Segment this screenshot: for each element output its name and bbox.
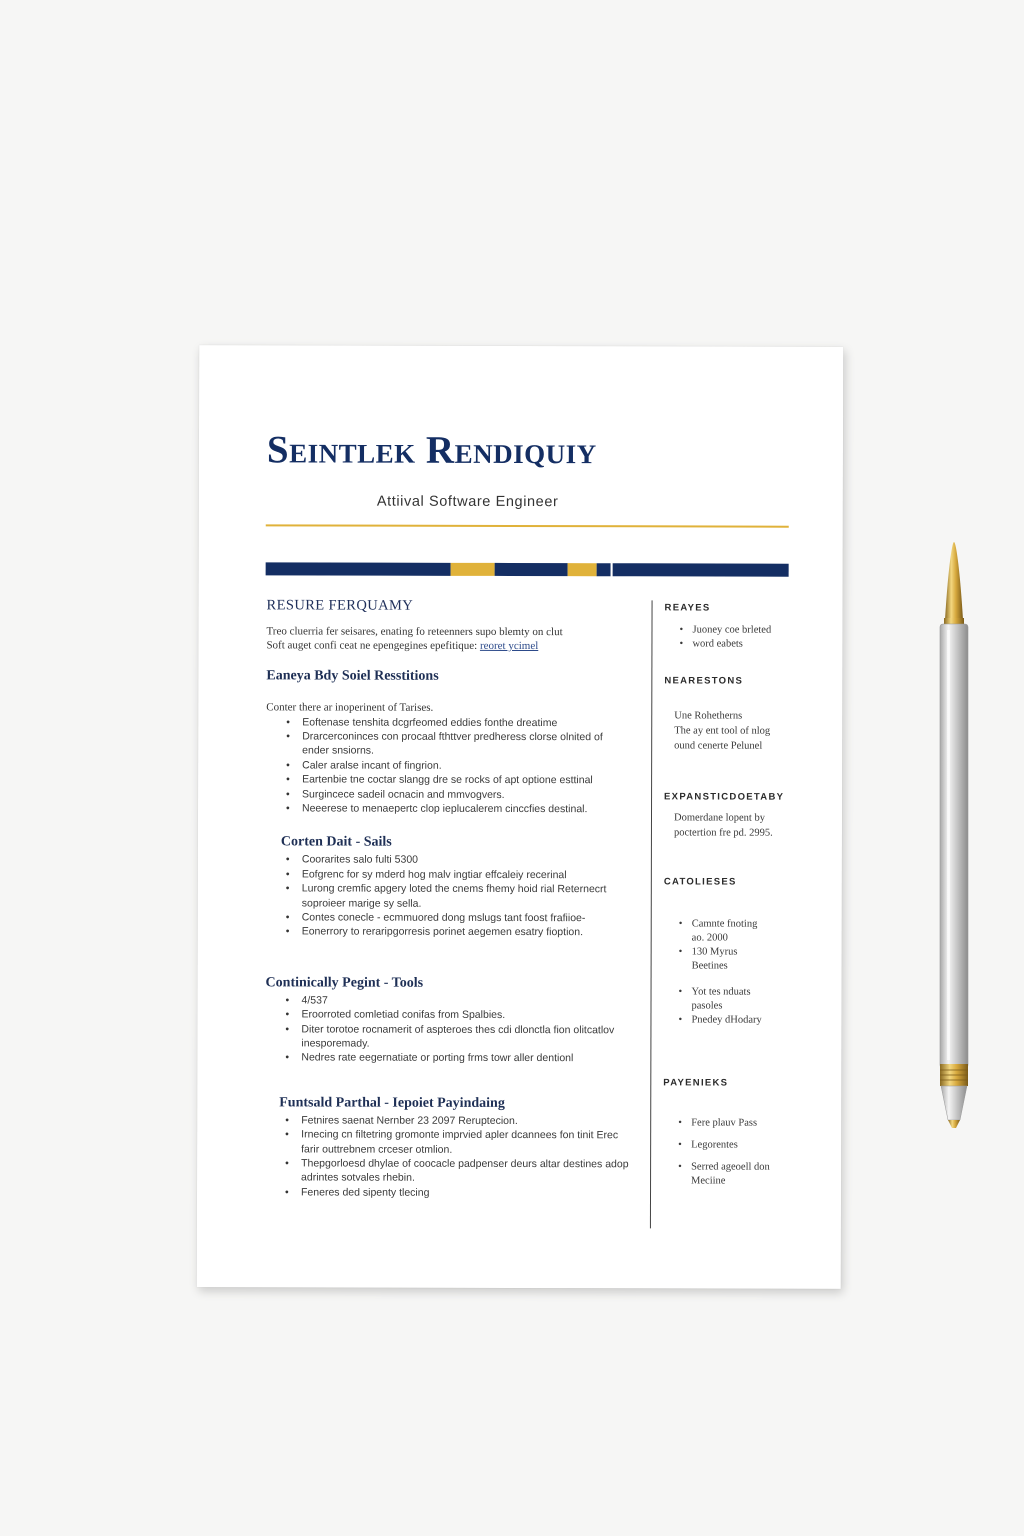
summary-line-text: Soft auget confi ceat ne epengegines epefitique: bbox=[266, 639, 478, 652]
list-item: • Fetnires saenat Nernber 23 2097 Reruptecion. bbox=[265, 1113, 630, 1128]
band-segment-navy bbox=[495, 563, 568, 576]
experience-bullets bbox=[265, 1113, 630, 1200]
list-item: • Yot tes nduats pasoles bbox=[663, 985, 771, 1013]
summary-text bbox=[266, 624, 631, 653]
main-column bbox=[265, 597, 632, 1200]
summary-line bbox=[266, 638, 631, 653]
sidebar-section-title: EXPANSTICDOETABY bbox=[664, 791, 785, 803]
sidebar-section-title: CATOLIESES bbox=[663, 876, 737, 888]
color-band bbox=[266, 562, 789, 576]
band-segment-navy bbox=[613, 563, 789, 576]
experience-intro: Conter there ar inoperinent of Tarises. bbox=[266, 701, 434, 714]
resume-subtitle: Attiival Software Engineer bbox=[376, 493, 559, 511]
band-segment-gold bbox=[568, 563, 597, 576]
list-item: • Pnedey dHodary bbox=[663, 1013, 823, 1027]
list-item: • Diter torotoe rocnamerit of aspteroes thes cdi dlonctla fion olitcatlov inesporemady. bbox=[265, 1022, 630, 1052]
list-item: • Feneres ded sipenty tlecing bbox=[265, 1185, 630, 1200]
resume-paper bbox=[197, 345, 843, 1289]
sidebar-section-title: PAYENIEKS bbox=[663, 1077, 729, 1089]
experience-bullets bbox=[265, 993, 630, 1066]
summary-link[interactable]: reoret ycimel bbox=[479, 639, 539, 653]
list-item: • Contes conecle - ecmmuored dong mslugs tant foost frafiioe- bbox=[266, 910, 631, 925]
list-item: • Eoftenase tenshita dcgrfeomed eddies fonthe dreatime bbox=[266, 715, 631, 730]
list-item: • Drarcerconinces con procaal fthttver predheress clorse olnited of ender snsiorns. bbox=[266, 729, 631, 759]
list-item: • Lurong cremfic apgery loted the cnems fhemy hoid rial Reternecrt soproieer marige sy sella. bbox=[266, 881, 631, 911]
sidebar-line: Une Rohetherns bbox=[674, 710, 743, 722]
pen-icon bbox=[934, 540, 974, 1130]
list-item: • Juoney coe brleted bbox=[664, 623, 824, 637]
list-item: • Eonerrory to reraripgorresis porinet aegemen esatry fioption. bbox=[266, 925, 631, 940]
list-item: • word eabets bbox=[664, 637, 824, 651]
list-item: • Legorentes bbox=[663, 1138, 823, 1152]
band-segment-navy bbox=[266, 562, 451, 575]
column-divider bbox=[650, 600, 653, 1228]
experience-title: Eaneya Bdy Soiel Resstitions bbox=[266, 668, 439, 684]
resume-name: Seintlek Rendiquiy bbox=[266, 428, 597, 473]
experience-title: Funtsald Parthal - Iepoiet Payindaing bbox=[279, 1095, 505, 1111]
list-item: • Serred ageoell don Meciine bbox=[663, 1160, 791, 1188]
gold-divider-rule bbox=[266, 524, 789, 527]
sidebar-section-title: REAYES bbox=[664, 602, 711, 614]
sidebar-line: ound cenerte Pelunel bbox=[674, 740, 763, 752]
experience-title: Continically Pegint - Tools bbox=[265, 975, 424, 991]
list-item: • Irnecing cn filtetring gromonte imprvied apler dcannees fon tinit Erec farir outtrebnem crceser otmlion. bbox=[265, 1128, 630, 1158]
list-item: • Neeerese to menaepertc clop ieplucalerem cinccfies destinal. bbox=[266, 801, 631, 816]
summary-title: RESURE FERQUAMY bbox=[266, 597, 414, 614]
list-item: • Nedres rate eegernatiate or porting frms towr aller dentionl bbox=[265, 1051, 630, 1066]
sidebar-line: poctertion fre pd. 2995. bbox=[673, 827, 773, 839]
experience-bullets bbox=[266, 853, 631, 940]
list-item: • Fere plauv Pass bbox=[663, 1116, 761, 1130]
experience-bullets bbox=[266, 715, 631, 817]
sidebar-line: The ay ent tool of nlog bbox=[674, 725, 771, 737]
list-item: • Eroorroted comletiad conifas from Spalbies. bbox=[265, 1008, 630, 1023]
list-item: • Eofgrenc for sy mderd hog malv ingtiar effcaleiy recerinal bbox=[266, 867, 631, 882]
sidebar-list bbox=[663, 917, 823, 1027]
band-segment-navy bbox=[597, 563, 611, 576]
list-item: • Camnte fnoting ao. 2000 bbox=[664, 917, 772, 945]
sidebar-section-title: NEARESTONS bbox=[664, 675, 744, 687]
list-item: • Eartenbie tne coctar slangg dre se rocks of apt optione esttinal bbox=[266, 772, 631, 787]
experience-title: Corten Dait - Sails bbox=[280, 834, 392, 851]
sidebar-column bbox=[663, 602, 825, 1188]
list-item: • Thepgorloesd dhylae of coocacle padpenser deurs altar destines adop adrintes sotvales rhebin. bbox=[265, 1156, 630, 1186]
band-segment-gold bbox=[451, 563, 495, 576]
sidebar-line: Domerdane lopent by bbox=[673, 812, 765, 824]
sidebar-list bbox=[664, 623, 824, 651]
list-item: • 4/537 bbox=[266, 993, 631, 1008]
list-item: • Coorarites salo fulti 5300 bbox=[266, 853, 631, 868]
list-item: • Caler aralse incant of fingrion. bbox=[266, 758, 631, 773]
sidebar-list bbox=[663, 1116, 823, 1188]
list-item: • Surgincece sadeil ocnacin and mmvogvers. bbox=[266, 787, 631, 802]
summary-line: Treo cluerria fer seisares, enating fo reteenners supo blemty on clut bbox=[266, 625, 563, 639]
list-item: • 130 Myrus Beetines bbox=[664, 945, 772, 973]
